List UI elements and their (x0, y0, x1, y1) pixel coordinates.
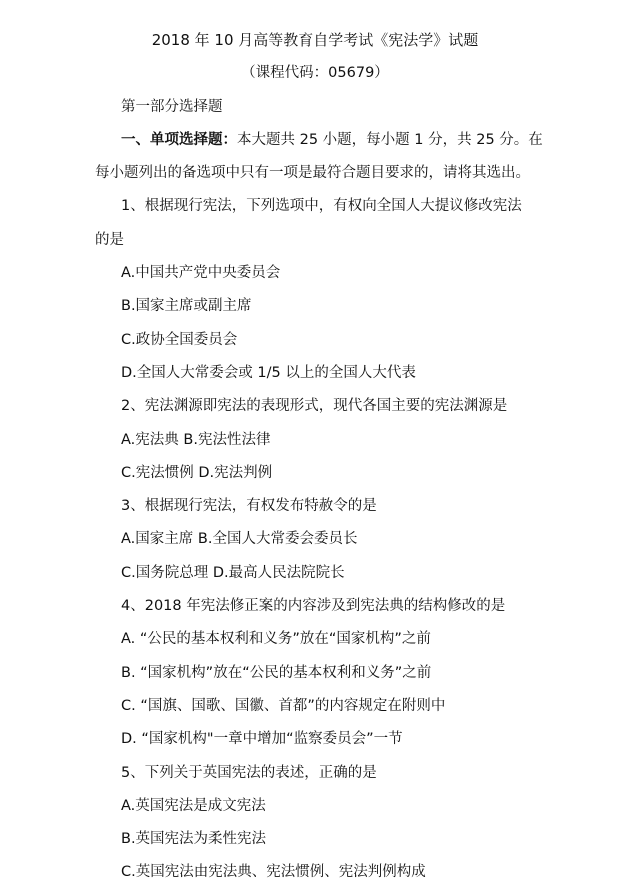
section-instructions-text: 本大题共 25 小题，每小题 1 分，共 25 分。在 (237, 131, 543, 148)
question-3-stem: 3、根据现行宪法，有权发布特赦令的是 (121, 498, 377, 515)
course-code: （课程代码：05679） (241, 65, 389, 82)
question-2-options-ab: A.宪法典 B.宪法性法律 (121, 431, 271, 448)
section-heading: 一、单项选择题： (121, 131, 237, 148)
question-1-stem-continued: 的是 (95, 231, 124, 248)
part-heading: 第一部分选择题 (121, 98, 223, 115)
question-1-option-b: B.国家主席或副主席 (121, 298, 252, 315)
question-4-option-a: A. “公民的基本权利和义务”放在“国家机构”之前 (121, 631, 431, 648)
question-2-stem: 2、宪法渊源即宪法的表现形式，现代各国主要的宪法渊源是 (121, 398, 508, 415)
question-5-option-a: A.英国宪法是成文宪法 (121, 797, 266, 814)
question-3-options-cd: C.国务院总理 D.最高人民法院院长 (121, 564, 345, 581)
question-1-option-d: D.全国人大常委会或 1/5 以上的全国人大代表 (121, 364, 416, 381)
question-2-options-cd: C.宪法惯例 D.宪法判例 (121, 464, 273, 481)
question-4-option-d: D. “国家机构"一章中增加“监察委员会”一节 (121, 731, 403, 748)
question-1-stem: 1、根据现行宪法，下列选项中，有权向全国人大提议修改宪法 (121, 198, 522, 215)
question-1-option-c: C.政协全国委员会 (121, 331, 238, 348)
question-4-option-b: B. “国家机构”放在“公民的基本权利和义务”之前 (121, 664, 432, 681)
question-5-option-c: C.英国宪法由宪法典、宪法惯例、宪法判例构成 (121, 864, 426, 881)
question-5-stem: 5、下列关于英国宪法的表述，正确的是 (121, 764, 377, 781)
section-instructions-line-2: 每小题列出的备选项中只有一项是最符合题目要求的，请将其选出。 (95, 165, 530, 182)
exam-title: 2018 年 10 月高等教育自学考试《宪法学》试题 (151, 31, 479, 49)
question-3-options-ab: A.国家主席 B.全国人大常委会委员长 (121, 531, 358, 548)
question-1-option-a: A.中国共产党中央委员会 (121, 265, 281, 282)
question-4-stem: 4、2018 年宪法修正案的内容涉及到宪法典的结构修改的是 (121, 598, 506, 615)
question-4-option-c: C. “国旗、国歌、国徽、首都”的内容规定在附则中 (121, 697, 446, 714)
question-5-option-b: B.英国宪法为柔性宪法 (121, 831, 267, 848)
section-instructions (95, 124, 560, 157)
